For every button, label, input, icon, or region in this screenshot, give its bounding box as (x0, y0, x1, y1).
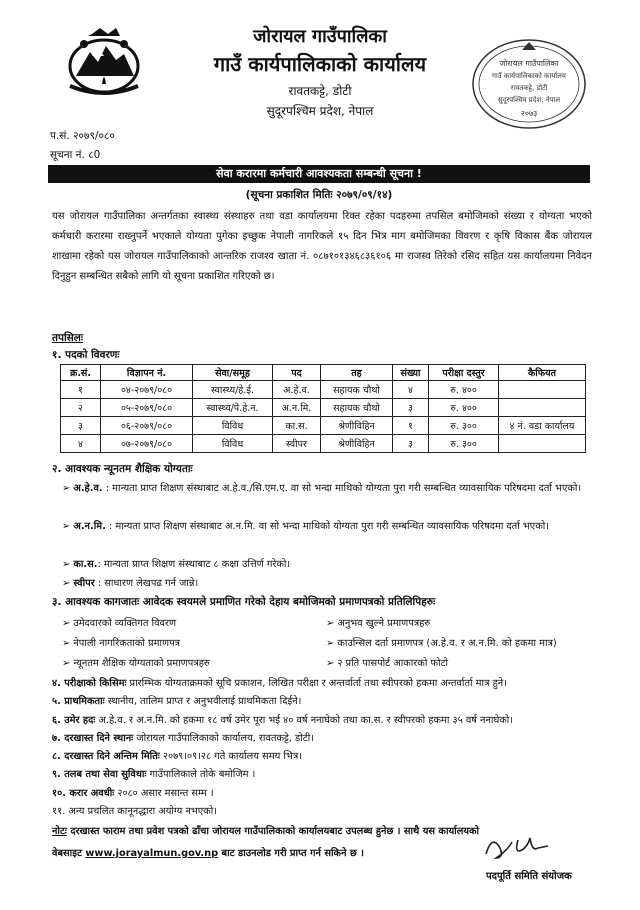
document-item (62, 656, 210, 669)
document-label: न्यूनतम शैक्षिक योग्यताको प्रमाणपत्रहरु (73, 658, 210, 669)
table-cell: रु. ४०० (429, 381, 499, 399)
table-row (61, 435, 586, 453)
salary-benefits (52, 767, 592, 780)
document-item (326, 656, 448, 669)
document-label: उमेदवारको व्यक्तिगत विवरण (73, 618, 177, 629)
notice-number: सूचना नं. ८0 (50, 149, 101, 161)
header-municipality: जोरायल गाउँपालिका (253, 26, 387, 47)
published-date: (सूचना प्रकाशित मितिः २०७९/०९/१४) (245, 189, 393, 201)
arrow-icon: ➢ (326, 638, 338, 649)
document-label: नेपाली नागरिकताको प्रमाणपत्र (73, 638, 181, 649)
item-label: ८. दरखास्त दिने अन्तिम मितिः (52, 751, 160, 762)
table-row (61, 381, 586, 399)
other-eligibility (52, 804, 592, 817)
table-cell: रु. ४०० (429, 399, 499, 417)
table-row (61, 417, 586, 435)
stamp-year: २०७३ (520, 109, 538, 118)
table-cell: ३ (393, 435, 429, 453)
item-label: ९. तलब तथा सेवा सुविधाः (52, 769, 147, 780)
arrow-icon: ➢ (62, 618, 74, 629)
col-remarks: कैफियत (499, 365, 586, 381)
table-cell: ४ नं. वडा कार्यालय (499, 417, 586, 435)
stamp-line-2: गाउँ कार्यपालिकाको कार्यालय (492, 72, 566, 80)
qualification-sweeper (62, 574, 590, 593)
arrow-icon: ➢ (62, 578, 74, 589)
qualification-post: स्वीपर (73, 578, 95, 589)
col-level: तह (321, 365, 393, 381)
item-text: २०७९।०९।२८ गते कार्यालय समय भित्र। (159, 751, 302, 762)
qualification-post: अ.हे.व. (73, 483, 103, 494)
item-text: जोरायल गाउँपालिकाको कार्यालय, रावतकट्टे, डोटी। (133, 733, 314, 744)
table-cell: स्वास्थ्य/हे.ई. (193, 381, 273, 399)
tapasil-heading: तपसिलः (52, 332, 84, 344)
stamp-line-3: रावतकट्टे, डोटी (510, 84, 548, 92)
table-cell: ०४-२०७९/०८० (101, 381, 193, 399)
note-text: वेबसाइट (52, 848, 86, 859)
arrow-icon: ➢ (62, 658, 74, 669)
qualification-anm (62, 517, 590, 536)
arrow-icon: ➢ (326, 618, 338, 629)
header-office: गाउँ कार्यपालिकाको कार्यालय (213, 52, 427, 76)
item-label: ११. अन्य प्रचलित कानूनद्धारा अयोग्य नभएको। (52, 806, 217, 817)
table-cell: सहायक चौथो (321, 381, 393, 399)
item-text: स्थानीय, तालिम प्राप्त र अनुभवीलाई प्राथमिकता दिईने। (104, 696, 302, 707)
qualification-post: अ.न.मि. (73, 521, 106, 532)
col-sn: क्र.सं. (61, 365, 101, 381)
note-text: दरखास्त फाराम तथा प्रवेश पत्रको ढाँचा जोरायल गाउँपालिकाको कार्यालयबाट उपलब्ध हुनेछ । साथै यस कार्यालयको (66, 826, 480, 837)
document-item (326, 616, 430, 629)
arrow-icon: ➢ (62, 521, 74, 532)
application-place (52, 731, 592, 744)
exam-type (52, 676, 592, 689)
table-cell: अ.हे.व. (273, 381, 321, 399)
qualification-text: : साधारण लेखपढ गर्न जान्ने। (94, 578, 199, 589)
item-text: २०८० असार मसान्त सम्म । (114, 788, 214, 799)
col-count: संख्या (393, 365, 429, 381)
table-row (61, 399, 586, 417)
table-cell: अ.न.मि. (273, 399, 321, 417)
nepal-emblem-icon (62, 26, 146, 98)
table-cell: ०७-२०७९/०८० (101, 435, 193, 453)
table-cell: १ (393, 417, 429, 435)
arrow-icon: ➢ (326, 658, 338, 669)
qualification-text: : मान्यता प्राप्त शिक्षण संस्थाबाट अ.हे.व./सि.एम.ए. वा सो भन्दा माथिको योग्यता पुरा गरी सम्बन्धित व्यावसायिक परिषदमा दर्ता भएको। (102, 483, 582, 494)
document-item (62, 636, 180, 649)
section3-heading: ३. आवश्यक कागजातः आवेदक स्वयमले प्रमाणित गरेको देहाय बमोजिमको प्रमाणपत्रको प्रतिलिपिहरुः (52, 596, 436, 608)
col-fee: परीक्षा दस्तुर (429, 365, 499, 381)
table-cell: ४ (61, 435, 101, 453)
note-label: नोटः (52, 826, 67, 837)
header-address: रावतकट्टे, डोटी (288, 84, 352, 98)
qualification-text: : मान्यता प्राप्त शिक्षण संस्थाबाट ८ कक्षा उत्तिर्ण गरेको। (97, 559, 291, 570)
table-cell (499, 435, 586, 453)
signer-title: पदपूर्ति समिति संयोजक (486, 871, 572, 882)
item-text: प्रारम्भिक योग्यताक्रमको सूचि प्रकाशन, लिखित परीक्षा र अन्तर्वार्ता तथा स्वीपरको हकमा अन्तर्वार्ता मात्र हुने। (126, 678, 507, 689)
priority (52, 694, 592, 707)
table-header-row (61, 365, 586, 381)
intro-paragraph: यस जोरायल गाउँपालिका अन्तर्गतका स्वास्थ्य संस्थाहरु तथा वडा कार्यालयमा रिक्त रहेका पदहरुमा तपसिल बमोजिमको संख्या र योग्यता भएको कर्मचारी करारमा राख्नुपर्ने भएकाले योग्यता पुगेका इच्छुक नेपाली नागरिकले १५ दिन भित्र माग बमोजिमका विवरण र कृषि विकास बैंक जोरायल शाखामा रहेको यस जोरायल गाउँपालिकाको आन्तरिक राजश्व खाता नं. ०८७१०१३४६८३६१०६ मा राजस्व तिरेको रसिद सहित यस कार्यालयमा निवेदन दिनुहुन सम्बन्धित सबैको लागि यो सूचना प्रकाशित गरिएको छ। (52, 211, 592, 282)
document-item (326, 636, 557, 649)
qualification-office-helper (62, 555, 590, 574)
item-label: ५. प्राथमिकताः (52, 696, 105, 707)
table-cell: रु. ३०० (429, 435, 499, 453)
age-limit (52, 713, 592, 726)
letter-number: प.सं. २०७९/०८० (50, 130, 115, 142)
table-cell: १ (61, 381, 101, 399)
arrow-icon: ➢ (62, 638, 74, 649)
qualification-text: : मान्यता प्राप्त शिक्षण संस्थाबाट अ.न.मि. वा सो भन्दा माथिको योग्यता पुरा गरी सम्बन्धित व्यावसायिक परिषदमा दर्ता भएको। (105, 521, 549, 532)
item-label: १०. करार अवधीः (52, 788, 115, 799)
table-cell: सहायक चौथो (321, 399, 393, 417)
table-cell: ३ (61, 417, 101, 435)
table-cell: श्रेणीविहिन (321, 435, 393, 453)
table-cell: स्वास्थ्य/पे.हे.न. (193, 399, 273, 417)
stamp-line-1: जोरायल गाउँपालिका (499, 59, 559, 68)
table-cell: ०६-२०७९/०८० (101, 417, 193, 435)
table-cell: ०५-२०७९/०८० (101, 399, 193, 417)
item-text: अ.हे.व. र अ.न.मि. को हकमा १८ वर्ष उमेर पूरा भई ४० वर्ष ननाघेको तथा का.स. र स्वीपरको हकमा ३५ वर्ष ननाघेको। (95, 715, 514, 726)
table-cell: रु. ३०० (429, 417, 499, 435)
section2-heading: २. आवश्यक न्यूनतम शैक्षिक योग्यताः (52, 463, 193, 475)
document-label: अनुभव खुल्ने प्रमाणपत्रहरु (337, 618, 431, 629)
post-details-table (60, 364, 586, 453)
table-cell: ३ (393, 399, 429, 417)
table-cell (499, 399, 586, 417)
stamp-line-4: सुदूरपश्चिम प्रदेश, नेपाल (497, 96, 561, 104)
table-cell: विविध (193, 435, 273, 453)
table-cell: श्रेणीविहिन (321, 417, 393, 435)
item-label: ६. उमेर हदः (52, 715, 96, 726)
qualification-ahw (62, 479, 590, 498)
item-label: ४. परीक्षाको किसिमः (52, 678, 127, 689)
table-cell (499, 381, 586, 399)
col-post: पद (273, 365, 321, 381)
document-item (62, 616, 176, 629)
arrow-icon: ➢ (62, 483, 74, 494)
qualification-post: का.स. (73, 559, 98, 570)
table-cell: ४ (393, 381, 429, 399)
signature-icon (478, 828, 558, 868)
document-label: काउन्सिल दर्ता प्रमाणपत्र (अ.हे.व. र अ.न.मि. को हकमा मात्र) (337, 638, 557, 649)
header-province: सुदूरपश्चिम प्रदेश, नेपाल (266, 104, 374, 118)
col-ad-no: विज्ञापन नं. (101, 365, 193, 381)
col-service: सेवा/समूह (193, 365, 273, 381)
arrow-icon: ➢ (62, 559, 74, 570)
table-cell: २ (61, 399, 101, 417)
contract-period (52, 786, 592, 799)
table-cell: विविध (193, 417, 273, 435)
item-label: ७. दरखास्त दिने स्थानः (52, 733, 134, 744)
item-text: गाउँपालिकाले तोके बमोजिम । (146, 769, 256, 780)
table-cell: स्वीपर (273, 435, 321, 453)
notice-title: सेवा करारमा कर्मचारी आवश्यकता सम्बन्धी सूचना ! (48, 165, 590, 183)
note-text: बाट डाउनलोड गरी प्राप्त गर्न सकिने छ । (218, 848, 364, 859)
document-label: २ प्रति पासपोर्ट आकारको फोटो (337, 658, 449, 669)
section1-heading: १. पदको विवरणः (52, 349, 120, 361)
website-link[interactable]: www.jorayalmun.gov.np (85, 848, 219, 859)
application-deadline (52, 749, 592, 762)
table-cell: का.स. (273, 417, 321, 435)
